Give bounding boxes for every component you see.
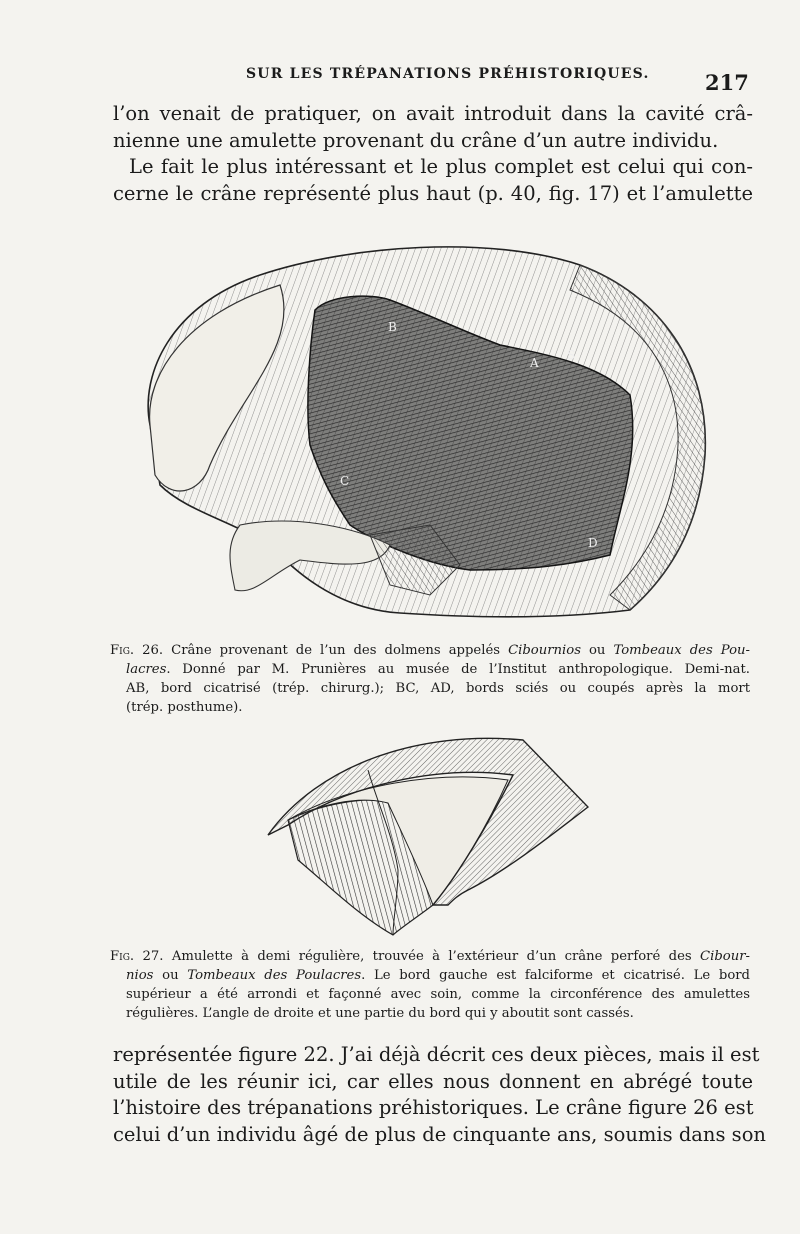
figure-27-caption: Fig. 27. Amulette à demi régulière, trouvée à l’extérieur d’un crâne perforé des Cibour- nios ou Tombeaux des Poulacres. Le bord gauche est falciforme et cicatrisé. Le bord supérieur a été arrondi et façonné avec soin, comme la circonférence des amulettes régulières. L’angle de droite et une partie du bord qui y aboutit sont cassés. (110, 949, 751, 1021)
figure-label-a: A (530, 356, 539, 370)
text-line: Le fait le plus intéressant et le plus complet est celui qui con- (129, 155, 753, 178)
figure-26-skull-engraving (130, 225, 730, 630)
text-line: l’histoire des trépanations préhistoriques. Le crâne figure 26 est (113, 1096, 754, 1119)
figure-label-c: C (340, 474, 350, 488)
figure-27-amulet-engraving (258, 725, 598, 940)
text-line: cerne le crâne représenté plus haut (p. 40, fig. 17) et l’amulette (113, 181, 753, 205)
text-line: nienne une amulette provenant du crâne d’un autre individu. (113, 128, 719, 152)
figure-26-caption: Fig. 26. Crâne provenant de l’un des dolmens appelés Cibournios ou Tombeaux des Pou- lacres. Donné par M. Prunières au musée de l’Institut anthropologique. Demi-nat. AB, bord cicatrisé (trép. chirurg.); BC, AD, bords sciés ou coupés après la mort (trép. posthume). (110, 643, 750, 715)
bottom-paragraph (113, 1042, 766, 1148)
caption-label: Fig. 26. (110, 643, 164, 658)
running-title: SUR LES TRÉPANATIONS PRÉHISTORIQUES. (246, 66, 650, 82)
text-line: représentée figure 22. J’ai déjà décrit ces deux pièces, mais il est (113, 1043, 760, 1066)
figure-label-s: S (567, 348, 576, 362)
text-line: l’on venait de pratiquer, on avait introduit dans la cavité crâ- (113, 102, 753, 125)
caption-label: Fig. 27. (110, 949, 164, 964)
page-number: 217 (705, 70, 749, 95)
text-line: celui d’un individu âgé de plus de cinquante ans, soumis dans son (113, 1122, 766, 1146)
figure-label-d: D (588, 536, 598, 550)
top-paragraph (113, 101, 753, 207)
figure-label-b: B (388, 320, 397, 334)
text-line: utile de les réunir ici, car elles nous donnent en abrégé toute (113, 1069, 753, 1093)
